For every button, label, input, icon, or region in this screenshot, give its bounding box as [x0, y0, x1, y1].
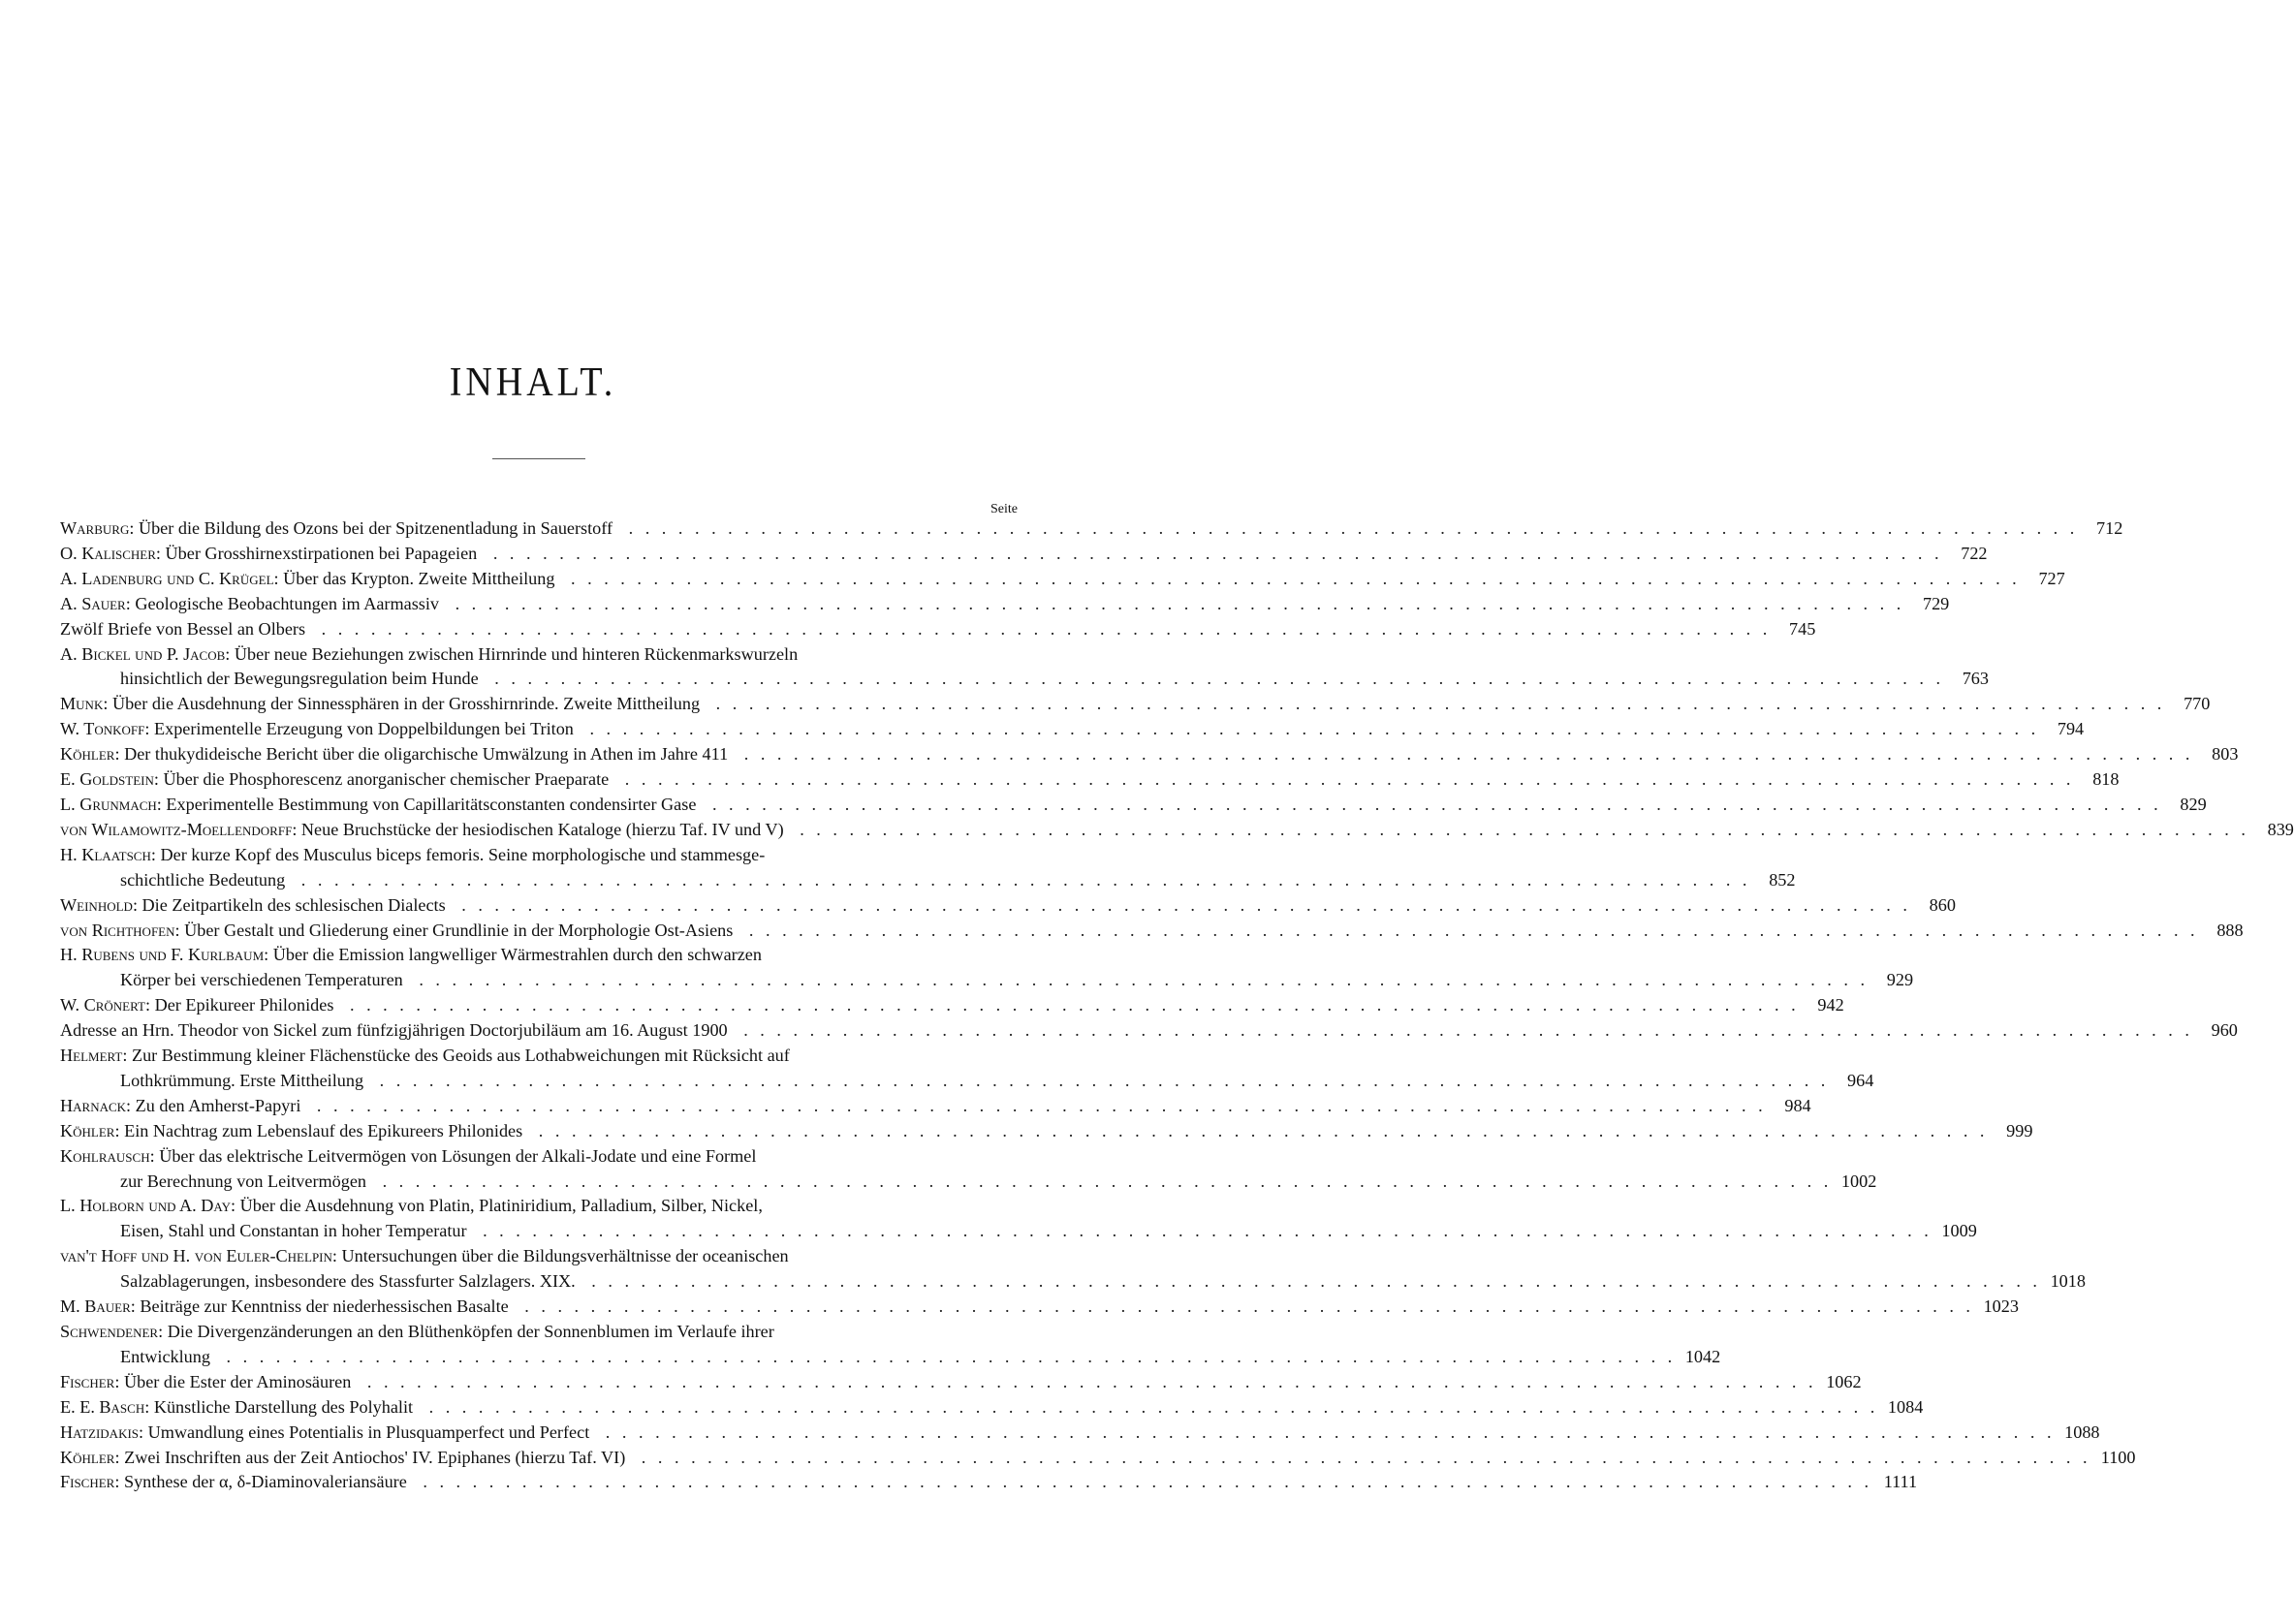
toc-entry-line: [60, 1044, 1018, 1069]
toc-separator: :: [149, 1145, 160, 1166]
toc-title: Salzablagerungen, insbesondere des Stassfurter Salzlagers. XIX.: [120, 1271, 576, 1292]
toc-author: A. Sauer: [60, 593, 126, 613]
toc-page-number: 1009: [1941, 1221, 1977, 1241]
toc-page-number: 1018: [2050, 1271, 2086, 1292]
toc-author: A. Bickel und P. Jacob: [60, 643, 226, 664]
toc-entry-line: [60, 993, 1844, 1018]
toc-title: Entwicklung: [120, 1346, 210, 1366]
toc-title: Ein Nachtrag zum Lebenslauf des Epikureers Philonides: [124, 1120, 523, 1140]
toc-entry: [60, 919, 2244, 944]
toc-separator: :: [114, 1447, 125, 1467]
toc-separator: :: [114, 744, 125, 765]
toc-entry: [60, 1144, 1877, 1195]
toc-author: Warburg: [60, 518, 130, 538]
toc-title: Über die Emission langwelliger Wärmestrahlen durch den schwarzen: [272, 945, 762, 965]
toc-author: H. Rubens und F. Kurlbaum: [60, 945, 265, 965]
dot-leader: [737, 919, 2194, 944]
toc-title: Umwandlung eines Potentialis in Plusquamperfect und Perfect: [147, 1421, 590, 1442]
toc-title: Experimentelle Erzeugung von Doppelbildungen bei Triton: [154, 719, 574, 739]
toc-page-number: 1062: [1826, 1371, 1862, 1391]
toc-author: H. Klaatsch: [60, 844, 151, 864]
toc-page-number: 942: [1817, 995, 1844, 1015]
toc-entry-line: [60, 642, 1018, 668]
toc-author: Kohlrausch: [60, 1145, 150, 1166]
toc-entry-line: [60, 793, 2207, 818]
toc-author: Harnack: [60, 1095, 127, 1115]
toc-entry-line: [60, 843, 1018, 868]
toc-author: Fischer: [60, 1472, 115, 1492]
toc-entry: [60, 1320, 1721, 1370]
toc-separator: :: [174, 920, 185, 940]
toc-page-number: 803: [2212, 744, 2239, 765]
toc-title: Untersuchungen über die Bildungsverhältnisse der oceanischen: [341, 1246, 789, 1266]
toc-title: Körper bei verschiedenen Temperaturen: [120, 970, 403, 990]
toc-entry-line: [60, 1295, 2019, 1320]
toc-separator: :: [114, 1120, 125, 1140]
toc-title: Über das Krypton. Zweite Mittheilung: [283, 568, 555, 588]
toc-title: zur Berechnung von Leitvermögen: [120, 1171, 367, 1191]
toc-title: Über die Ester der Aminosäuren: [123, 1371, 352, 1391]
toc-separator: :: [139, 1421, 148, 1442]
toc-page-number: 1002: [1840, 1171, 1877, 1191]
toc-author: M. Bauer: [60, 1296, 131, 1317]
toc-author: L. Holborn und A. Day: [60, 1196, 231, 1216]
page-title: INHALT.: [449, 359, 617, 406]
toc-title: Beiträge zur Kenntniss der niederhessischen Basalte: [140, 1296, 509, 1317]
toc-title: Die Zeitpartikeln des schlesischen Dialects: [141, 894, 446, 915]
toc-author: Schwendener: [60, 1322, 159, 1341]
toc-entry: [60, 1018, 2238, 1044]
toc-entry-line: [60, 592, 1950, 617]
toc-title: Experimentelle Bestimmung von Capillaritätsconstanten condensirter Gase: [166, 794, 697, 814]
toc-page-number: 960: [2211, 1020, 2238, 1041]
toc-separator: :: [144, 1396, 154, 1417]
toc-page-number: 999: [2006, 1120, 2033, 1140]
toc-entry-line: [60, 617, 1816, 642]
dot-leader: [407, 968, 1865, 993]
toc-page-number: 763: [1962, 669, 1989, 689]
toc-title: Der kurze Kopf des Musculus biceps femoris. Seine morphologische und stammesge-: [160, 844, 766, 864]
dot-leader: [526, 1119, 1984, 1144]
toc-entry-line: [60, 1094, 1811, 1119]
toc-entry-line: [60, 1144, 1018, 1170]
toc-page-number: 712: [2096, 518, 2123, 538]
toc-entry: [60, 1194, 1977, 1244]
dot-leader: [450, 893, 1907, 919]
toc-entry: [60, 767, 2120, 793]
toc-title: Die Divergenzänderungen an den Blüthenköpfen der Sonnenblumen im Verlaufe ihrer: [167, 1322, 774, 1341]
toc-entry: [60, 1470, 1918, 1495]
dot-leader: [732, 1018, 2189, 1044]
toc-entry: [60, 843, 1796, 893]
toc-author: Weinhold: [60, 894, 133, 915]
toc-title: Adresse an Hrn. Theodor von Sickel zum fünfzigjährigen Doctorjubiläum am 16. August 1900: [60, 1020, 728, 1041]
dot-leader: [471, 1219, 1929, 1244]
toc-separator: :: [129, 518, 139, 538]
page-column-header: Seite: [990, 502, 1018, 516]
toc-separator: :: [158, 1322, 168, 1341]
toc-separator: :: [155, 543, 166, 563]
toc-entry: [60, 818, 2294, 843]
toc-author: Fischer: [60, 1371, 115, 1391]
toc-entry: [60, 1421, 2100, 1446]
dot-leader: [629, 1446, 2087, 1471]
toc-page-number: 852: [1769, 869, 1796, 890]
dot-leader: [704, 692, 2161, 717]
dot-leader: [513, 1295, 1970, 1320]
toc-entry: [60, 1119, 2033, 1144]
toc-entry-line: [60, 516, 2123, 542]
toc-entry-line: [60, 1320, 1018, 1345]
toc-author: Munk: [60, 694, 104, 714]
toc-title: Neue Bruchstücke der hesiodischen Kataloge (hierzu Taf. IV und V): [300, 819, 784, 839]
dot-leader: [578, 717, 2035, 742]
toc-title: Eisen, Stahl und Constantan in hoher Temperatur: [120, 1221, 467, 1241]
toc-title: Über die Ausdehnung von Platin, Platiniridium, Palladium, Silber, Nickel,: [239, 1196, 763, 1216]
toc-page-number: 727: [2038, 568, 2065, 588]
toc-entry: [60, 1295, 2019, 1320]
dot-leader: [481, 542, 1938, 567]
toc-entry-line: [60, 919, 2244, 944]
toc-page-number: 829: [2180, 794, 2207, 814]
toc-entry: [60, 642, 1989, 693]
toc-page-number: 1088: [2064, 1421, 2100, 1442]
toc-author: L. Grunmach: [60, 794, 157, 814]
toc-separator: :: [153, 769, 164, 790]
toc-entry-continuation: [60, 1170, 1877, 1195]
dot-leader: [558, 567, 2016, 592]
toc-entry-line: [60, 717, 2085, 742]
toc-separator: :: [130, 1296, 141, 1317]
toc-page-number: 794: [2057, 719, 2085, 739]
dot-leader: [593, 1421, 2051, 1446]
toc-entry-line: [60, 567, 2065, 592]
toc-author: W. Tonkoff: [60, 719, 145, 739]
dot-leader: [411, 1470, 1869, 1495]
toc-page-number: 888: [2216, 920, 2244, 940]
toc-page-number: 839: [2267, 819, 2294, 839]
title-divider: [492, 458, 585, 459]
toc-page-number: 1100: [2100, 1447, 2136, 1467]
toc-separator: :: [331, 1246, 342, 1266]
toc-entry-line: [60, 767, 2120, 793]
toc-separator: :: [122, 1046, 132, 1066]
toc-separator: :: [114, 1472, 124, 1492]
toc-title: Geologische Beobachtungen im Aarmassiv: [135, 593, 440, 613]
toc-title: Über Gestalt und Gliederung einer Grundlinie in der Morphologie Ost-Asiens: [184, 920, 734, 940]
toc-author: von Richthofen: [60, 920, 175, 940]
toc-page-number: 770: [2184, 694, 2211, 714]
toc-author: W. Crönert: [60, 995, 145, 1015]
toc-title: Zwölf Briefe von Bessel an Olbers: [60, 618, 306, 639]
toc-entry-line: [60, 1194, 1018, 1219]
toc-author: Köhler: [60, 744, 115, 765]
toc-entry: [60, 516, 2123, 542]
toc-title: Zu den Amherst-Papyri: [135, 1095, 301, 1115]
toc-entry: [60, 617, 1816, 642]
dot-leader: [367, 1069, 1825, 1094]
toc-separator: :: [144, 719, 154, 739]
toc-title: Lothkrümmung. Erste Mittheilung: [120, 1070, 364, 1090]
toc-title: Zur Bestimmung kleiner Flächenstücke des Geoids aus Lothabweichungen mit Rücksicht auf: [131, 1046, 790, 1066]
toc-page-number: 722: [1961, 543, 1988, 563]
toc-entry-line: [60, 1446, 2136, 1471]
toc-title: Über die Phosphorescenz anorganischer chemischer Praeparate: [163, 769, 610, 790]
dot-leader: [337, 993, 1795, 1018]
toc-entry-line: [60, 1470, 1918, 1495]
toc-entry-line: [60, 742, 2239, 767]
toc-author: E. E. Basch: [60, 1396, 145, 1417]
toc-entry: [60, 692, 2211, 717]
toc-entry-line: [60, 1370, 1862, 1395]
toc-entry-line: [60, 1018, 2238, 1044]
toc-entry: [60, 943, 1914, 993]
toc-page-number: 1111: [1883, 1472, 1918, 1492]
toc-separator: :: [114, 1371, 124, 1391]
toc-entry-line: [60, 818, 2294, 843]
toc-entry: [60, 1244, 2086, 1295]
toc-author: van't Hoff und H. von Euler-Chelpin: [60, 1246, 332, 1266]
toc-entry-line: [60, 692, 2211, 717]
toc-title: schichtliche Bedeutung: [120, 869, 286, 890]
toc-separator: :: [144, 995, 155, 1015]
dot-leader: [613, 767, 2070, 793]
toc-title: Der Epikureer Philonides: [154, 995, 334, 1015]
toc-title: Synthese der α, δ-Diaminovaleriansäure: [123, 1472, 407, 1492]
toc-separator: :: [273, 568, 284, 588]
toc-separator: :: [103, 694, 112, 714]
toc-page-number: 1023: [1983, 1296, 2019, 1317]
toc-title: Zwei Inschriften aus der Zeit Antiochos' IV. Epiphanes (hierzu Taf. VI): [124, 1447, 626, 1467]
toc-entry-continuation: [60, 1269, 2086, 1295]
dot-leader: [289, 868, 1746, 893]
toc-separator: :: [126, 1095, 136, 1115]
toc-separator: :: [292, 819, 301, 839]
toc-entry-continuation: [60, 868, 1796, 893]
toc-entry: [60, 993, 1844, 1018]
toc-author: Helmert: [60, 1046, 123, 1066]
toc-entry-continuation: [60, 1069, 1874, 1094]
toc-entry-continuation: [60, 1219, 1977, 1244]
toc-entry-continuation: [60, 667, 1989, 692]
toc-entry: [60, 592, 1950, 617]
toc-entry: [60, 1094, 1811, 1119]
dot-leader: [304, 1094, 1762, 1119]
toc-page-number: 1084: [1887, 1396, 1924, 1417]
toc-separator: :: [231, 1196, 240, 1216]
toc-entry-line: [60, 1244, 1018, 1269]
toc-entry: [60, 1370, 1862, 1395]
dot-leader: [483, 667, 1940, 692]
toc-author: Köhler: [60, 1447, 115, 1467]
toc-title: Über die Ausdehnung der Sinnessphären in der Grosshirnrinde. Zweite Mittheilung: [111, 694, 701, 714]
toc-separator: :: [264, 945, 273, 965]
toc-separator: :: [125, 593, 136, 613]
toc-separator: :: [225, 643, 235, 664]
toc-author: O. Kalischer: [60, 543, 156, 563]
toc-entry: [60, 542, 1988, 567]
toc-separator: :: [132, 894, 142, 915]
toc-title: Über die Bildung des Ozons bei der Spitzenentladung in Sauerstoff: [138, 518, 613, 538]
toc-entry-continuation: [60, 968, 1914, 993]
toc-separator: :: [156, 794, 167, 814]
toc-title: hinsichtlich der Bewegungsregulation beim Hunde: [120, 669, 479, 689]
toc-entry-line: [60, 1395, 1924, 1421]
toc-page-number: 729: [1922, 593, 1950, 613]
dot-leader: [616, 516, 2074, 542]
toc-page-number: 818: [2092, 769, 2120, 790]
toc-author: E. Goldstein: [60, 769, 154, 790]
toc-title: Über Grosshirnexstirpationen bei Papageien: [165, 543, 478, 563]
toc-author: A. Ladenburg und C. Krügel: [60, 568, 274, 588]
toc-title: Über neue Beziehungen zwischen Hirnrinde und hinteren Rückenmarkswurzeln: [234, 643, 799, 664]
toc-entry-continuation: [60, 1345, 1721, 1370]
dot-leader: [309, 617, 1767, 642]
toc-author: von Wilamowitz-Moellendorff: [60, 819, 293, 839]
toc-title: Der thukydideische Bericht über die oligarchische Umwälzung in Athen im Jahre 411: [124, 744, 729, 765]
toc-page-number: 1042: [1684, 1346, 1721, 1366]
toc-author: Hatzidakis: [60, 1421, 140, 1442]
toc-entry: [60, 793, 2207, 818]
dot-leader: [370, 1170, 1828, 1195]
toc-title: Über das elektrische Leitvermögen von Lösungen der Alkali-Jodate und eine Formel: [159, 1145, 757, 1166]
toc-entry-line: [60, 542, 1988, 567]
toc-entry: [60, 893, 1956, 919]
toc-separator: :: [150, 844, 161, 864]
toc-title: Künstliche Darstellung des Polyhalit: [153, 1396, 414, 1417]
dot-leader: [417, 1395, 1874, 1421]
toc-page-number: 860: [1929, 894, 1956, 915]
toc-entry: [60, 742, 2239, 767]
toc-page-number: 929: [1886, 970, 1914, 990]
toc-entry-line: [60, 1119, 2033, 1144]
dot-leader: [700, 793, 2157, 818]
dot-leader: [355, 1370, 1812, 1395]
toc-entry-line: [60, 1421, 2100, 1446]
dot-leader: [580, 1269, 2037, 1295]
toc-entry: [60, 567, 2065, 592]
toc-entry: [60, 1044, 1874, 1094]
dot-leader: [443, 592, 1901, 617]
toc-author: Köhler: [60, 1120, 115, 1140]
table-of-contents: [60, 516, 2294, 1495]
toc-entry: [60, 717, 2085, 742]
toc-entry-line: [60, 943, 1018, 968]
toc-entry: [60, 1395, 1924, 1421]
toc-page-number: 964: [1847, 1070, 1874, 1090]
toc-page-number: 745: [1789, 618, 1816, 639]
toc-entry: [60, 1446, 2136, 1471]
toc-page-number: 984: [1784, 1095, 1811, 1115]
dot-leader: [788, 818, 2246, 843]
dot-leader: [732, 742, 2189, 767]
toc-entry-line: [60, 893, 1956, 919]
dot-leader: [214, 1345, 1672, 1370]
